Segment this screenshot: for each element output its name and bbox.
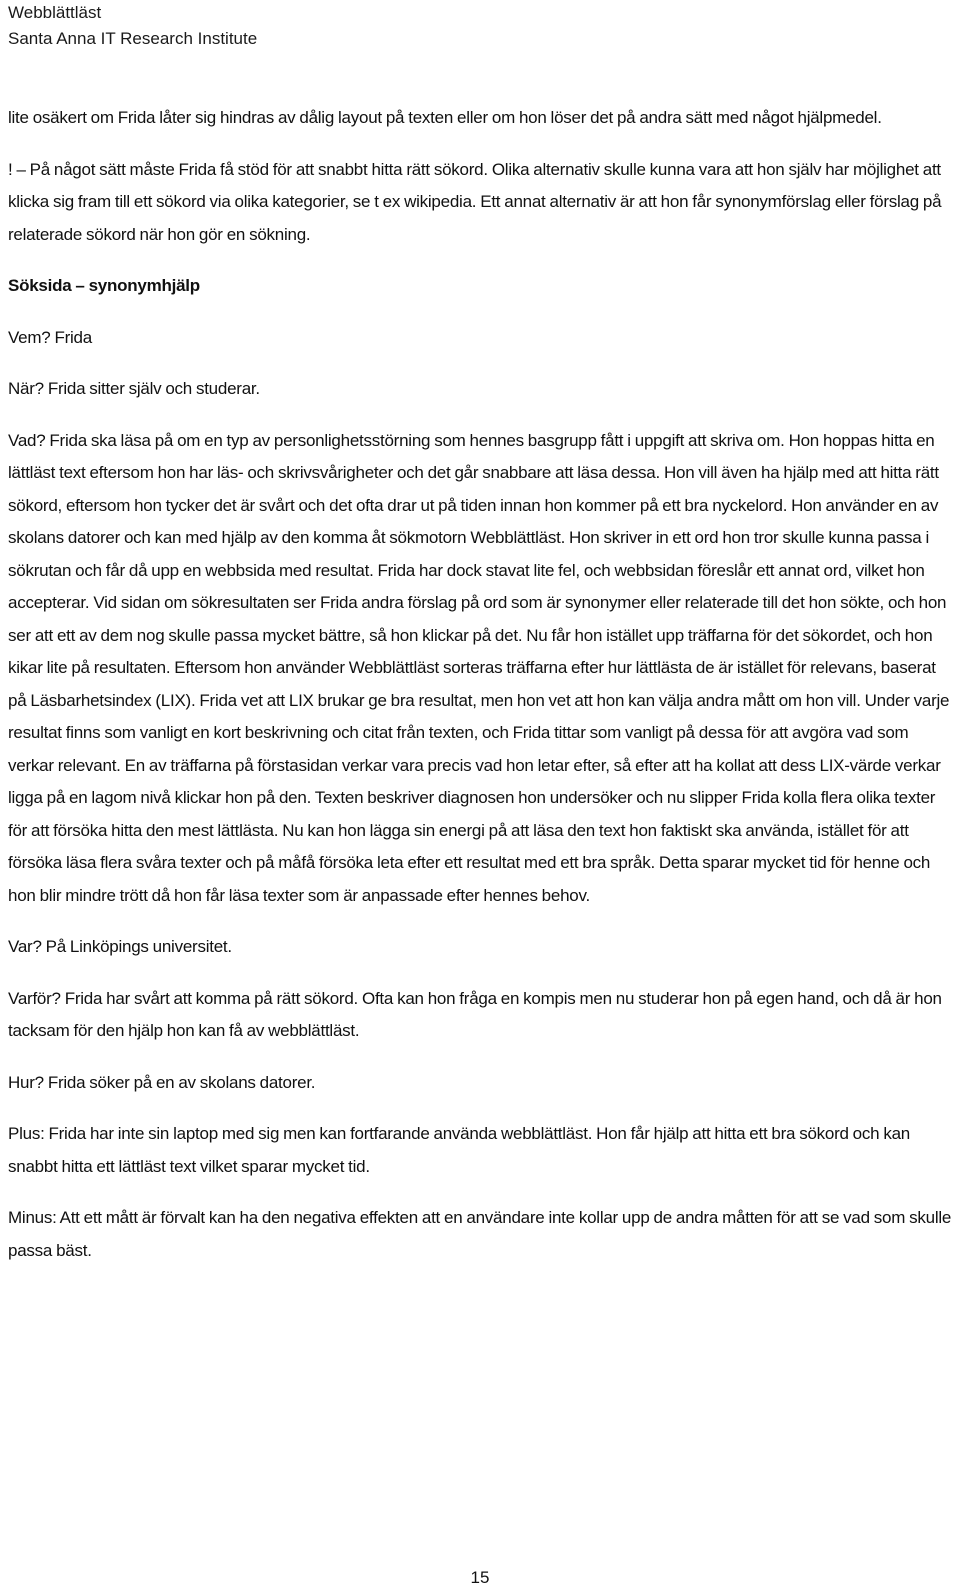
section-heading: Söksida – synonymhjälp xyxy=(8,276,200,295)
paragraph-suggestion: ! – På något sätt måste Frida få stöd för att snabbt hitta rätt sökord. Olika alternativ skulle kunna vara att hon själv har möjlighet att klicka sig fram till ett sökord via olika kategorier, se t ex wikipedia. Ett annat alternativ är att hon får synonymförslag eller förslag på relaterade sökord när hon gör en sökning. xyxy=(8,159,942,244)
paragraph-intro: lite osäkert om Frida låter sig hindras av dålig layout på texten eller om hon löser det på andra sätt med något hjälpmedel. xyxy=(8,108,882,127)
paragraph-how: Hur? Frida söker på en av skolans datorer. xyxy=(8,1072,316,1092)
document-body xyxy=(8,102,954,1286)
paragraph-who: Vem? Frida xyxy=(8,327,92,347)
paragraph-where: Var? På Linköpings universitet. xyxy=(8,937,232,956)
page-number: 15 xyxy=(470,1568,490,1587)
paragraph-minus: Minus: Att ett mått är förvalt kan ha den negativa effekten att en användare inte kollar upp de andra måtten för att se vad som skulle passa bäst. xyxy=(8,1208,952,1260)
paragraph-when: När? Frida sitter själv och studerar. xyxy=(8,379,260,398)
document-title: Webblättläst xyxy=(8,3,102,22)
paragraph-what: Vad? Frida ska läsa på om en typ av personlighetsstörning som hennes basgrupp fått i uppgift att skriva om. Hon hoppas hitta en lättläst text eftersom hon har läs- och skrivsvårigheter och det går snabbare att läsa dessa. Hon vill även ha hjälp med att hitta rätt sökord, eftersom hon tycker det är svårt och det ofta drar ut på tiden innan hon kommer på ett bra nyckelord. Hon använder en av skolans datorer och kan med hjälp av den komma åt sökmotorn Webblättläst. Hon skriver in ett ord hon tror skulle kunna passa i sökrutan och får då upp en webbsida med resultat. Frida har dock stavat lite fel, och webbsidan föreslår ett annat ord, vilket hon accepterar. Vid sidan om sökresultaten ser Frida andra förslag på ord som är synonymer eller relaterade till det hon sökte, och hon ser att ett av dem nog skulle passa mycket bättre, så hon klickar på det. Nu får hon istället upp träffarna för det sökordet, och hon kikar lite på resultaten. Eftersom hon använder Webblättläst sorteras träffarna efter hur lättlästa de är istället för relevans, baserat på Läsbarhetsindex (LIX). Frida vet att LIX brukar ge bra resultat, men hon vet att hon kan välja andra mått om hon vill. Under varje resultat finns som vanligt en kort beskrivning och citat från texten, och Frida tittar som vanligt på dessa för att avgöra vad som verkar relevant. En av träffarna på förstasidan verkar vara precis vad hon letar efter, så efter att ha kollat att dess LIX-värde verkar ligga på en lagom nivå klickar hon på den. Texten beskriver diagnosen hon undersöker och nu slipper Frida kolla flera olika texter för att försöka hitta den mest lättlästa. Nu kan hon lägga sin energi på att läsa den text hon faktiskt ska använda, istället för att försöka läsa flera svåra texter och på måfå försöka leta efter ett resultat med ett bra språk. Detta sparar mycket tid för henne och hon blir mindre trött då hon får läsa texter som är anpassade efter hennes behov. xyxy=(8,430,950,905)
paragraph-plus: Plus: Frida har inte sin laptop med sig men kan fortfarande använda webblättläst. Hon får hjälp att hitta ett bra sökord och kan snabbt hitta ett lättläst text vilket sparar mycket tid. xyxy=(8,1124,910,1176)
page-header xyxy=(8,0,257,52)
institution-name: Santa Anna IT Research Institute xyxy=(8,29,258,48)
paragraph-why: Varför? Frida har svårt att komma på rätt sökord. Ofta kan hon fråga en kompis men nu studerar hon på egen hand, och då är hon tacksam för den hjälp hon kan få av webblättläst. xyxy=(8,988,942,1040)
